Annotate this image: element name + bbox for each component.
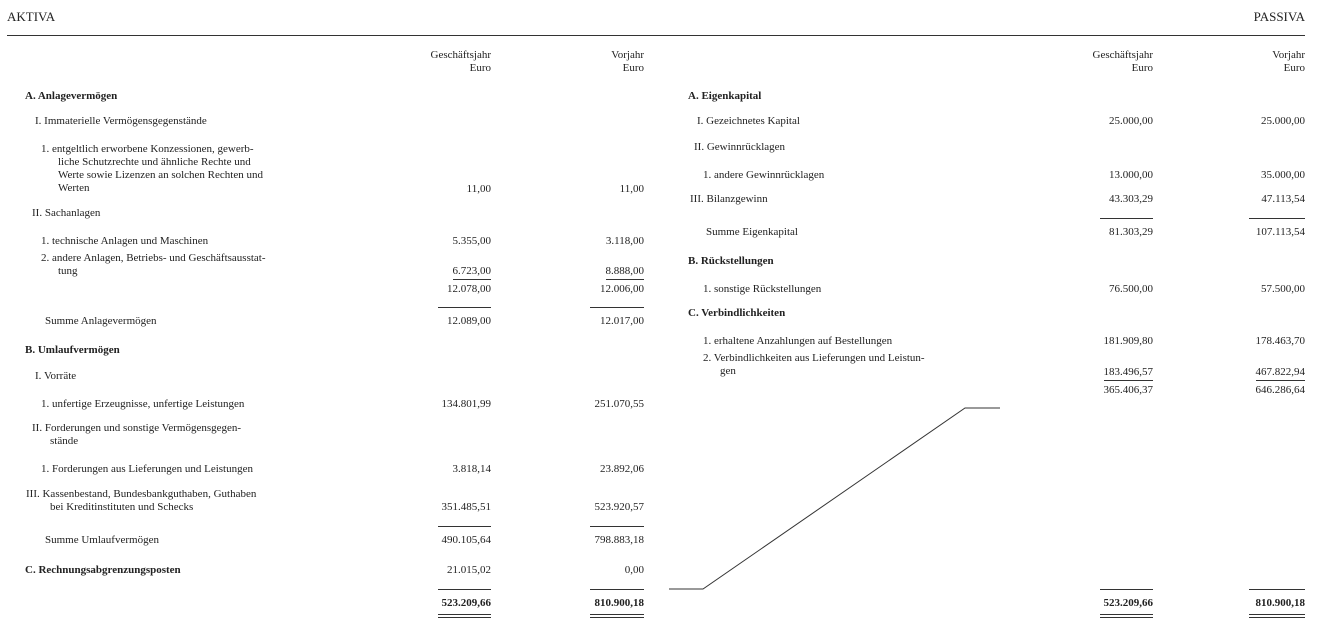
passiva-b-heading: B. Rückstellungen — [688, 255, 774, 267]
aktiva-b-ii-1-label: 1. Forderungen aus Lieferungen und Leistungen — [41, 463, 253, 475]
aktiva-a-i-1-prior: 11,00 — [619, 183, 644, 195]
aktiva-prior-year-header: Vorjahr Euro — [611, 49, 644, 74]
passiva-c-1-current: 181.909,80 — [1103, 335, 1153, 347]
passiva-a-i-label: I. Gezeichnetes Kapital — [697, 115, 800, 127]
aktiva-b-iii-prior: 523.920,57 — [594, 501, 644, 513]
aktiva-a-ii-1-label: 1. technische Anlagen und Maschinen — [41, 235, 209, 247]
aktiva-b-sum-prior: 798.883,18 — [594, 534, 644, 546]
passiva-b-1-label: 1. sonstige Rückstellungen — [703, 283, 822, 295]
aktiva-a-ii-subtotal-prior: 12.006,00 — [600, 283, 644, 295]
passiva-a-ii-1-label: 1. andere Gewinnrücklagen — [703, 169, 825, 181]
passiva-total-rule-current — [1100, 589, 1153, 590]
passiva-total-double-rule-current — [1100, 614, 1153, 618]
passiva-a-sum-prior: 107.113,54 — [1255, 226, 1305, 238]
passiva-c-heading: C. Verbindlichkeiten — [688, 307, 786, 319]
aktiva-c-current: 21.015,02 — [447, 564, 491, 576]
aktiva-a-ii-subtotal-current: 12.078,00 — [447, 283, 491, 295]
aktiva-a-sum-current: 12.089,00 — [447, 315, 491, 327]
passiva-a-ii-1-prior: 35.000,00 — [1261, 169, 1305, 181]
passiva-a-sum-label: Summe Eigenkapital — [706, 226, 798, 238]
passiva-c-2-label: 2. Verbindlichkeiten aus Lieferungen und Leistun- gen — [703, 352, 925, 377]
aktiva-b-iii-current: 351.485,51 — [441, 501, 491, 513]
passiva-c-1-prior: 178.463,70 — [1255, 335, 1305, 347]
passiva-heading: PASSIVA — [1253, 9, 1305, 24]
passiva-prior-year-header: Vorjahr Euro — [1272, 49, 1305, 74]
aktiva-a-ii-2-current: 6.723,00 — [453, 265, 492, 280]
passiva-total-double-rule-prior — [1249, 614, 1305, 618]
passiva-c-2-prior: 467.822,94 — [1256, 366, 1306, 381]
passiva-c-subtotal-prior: 646.286,64 — [1255, 384, 1305, 396]
passiva-a-sum-current: 81.303,29 — [1109, 226, 1153, 238]
aktiva-total-current: 523.209,66 — [441, 597, 491, 609]
aktiva-b-sum-current: 490.105,64 — [441, 534, 491, 546]
aktiva-a-ii-1-current: 5.355,00 — [452, 235, 491, 247]
aktiva-b-ii-1-current: 3.818,14 — [452, 463, 491, 475]
aktiva-b-i-1-label: 1. unfertige Erzeugnisse, unfertige Leistungen — [41, 398, 245, 410]
passiva-a-i-current: 25.000,00 — [1109, 115, 1153, 127]
aktiva-current-year-header: Geschäftsjahr Euro — [430, 49, 491, 74]
passiva-total-current: 523.209,66 — [1103, 597, 1153, 609]
passiva-current-year-header: Geschäftsjahr Euro — [1092, 49, 1153, 74]
aktiva-a-heading: A. Anlagevermögen — [25, 90, 118, 102]
aktiva-a-ii-1-prior: 3.118,00 — [605, 235, 644, 247]
passiva-c-1-label: 1. erhaltene Anzahlungen auf Bestellungen — [703, 335, 893, 347]
aktiva-a-i-1-current: 11,00 — [466, 183, 491, 195]
passiva-total-prior: 810.900,18 — [1255, 597, 1305, 609]
passiva-b-1-current: 76.500,00 — [1109, 283, 1153, 295]
passiva-c-subtotal-current: 365.406,37 — [1103, 384, 1153, 396]
aktiva-a-sum-label: Summe Anlagevermögen — [45, 315, 157, 327]
aktiva-b-sum-label: Summe Umlaufvermögen — [45, 534, 159, 546]
passiva-a-i-prior: 25.000,00 — [1261, 115, 1305, 127]
aktiva-b-iii-label: III. Kassenbestand, Bundesbankguthaben, Guthaben bei Kreditinstituten und Schecks — [26, 488, 257, 513]
passiva-a-ii-heading: II. Gewinnrücklagen — [694, 141, 786, 153]
aktiva-b-i-heading: I. Vorräte — [35, 370, 77, 382]
aktiva-b-i-1-prior: 251.070,55 — [594, 398, 644, 410]
passiva-a-heading: A. Eigenkapital — [688, 90, 762, 102]
aktiva-a-i-1-label: 1. entgeltlich erworbene Konzessionen, gewerb- liche Schutzrechte und ähnliche Rechte und Werte sowie Lizenzen an solchen Rechten und Werten — [41, 143, 263, 194]
aktiva-heading: AKTIVA — [7, 9, 56, 24]
passiva-b-1-prior: 57.500,00 — [1261, 283, 1305, 295]
aktiva-total-prior: 810.900,18 — [594, 597, 644, 609]
passiva-total-rule-prior — [1249, 589, 1305, 590]
aktiva-b-heading: B. Umlaufvermögen — [25, 344, 120, 356]
aktiva-b-ii-heading: II. Forderungen und sonstige Vermögensgegen- stände — [32, 422, 242, 447]
aktiva-a-i-heading: I. Immaterielle Vermögensgegenstände — [35, 115, 207, 127]
passiva-a-iii-prior: 47.113,54 — [1261, 193, 1305, 205]
passiva-a-ii-1-current: 13.000,00 — [1109, 169, 1153, 181]
passiva-a-iii-label: III. Bilanzgewinn — [690, 193, 768, 205]
aktiva-b-i-1-current: 134.801,99 — [441, 398, 491, 410]
aktiva-a-ii-heading: II. Sachanlagen — [32, 207, 101, 219]
aktiva-a-ii-2-prior: 8.888,00 — [606, 265, 645, 280]
aktiva-a-sum-prior: 12.017,00 — [600, 315, 644, 327]
aktiva-a-ii-2-label: 2. andere Anlagen, Betriebs- und Geschäftsausstat- tung — [41, 252, 266, 277]
passiva-c-2-current: 183.496,57 — [1104, 366, 1154, 381]
passiva-a-iii-current: 43.303,29 — [1109, 193, 1153, 205]
aktiva-b-ii-1-prior: 23.892,06 — [600, 463, 644, 475]
aktiva-c-label: C. Rechnungsabgrenzungsposten — [25, 564, 181, 576]
aktiva-c-prior: 0,00 — [624, 564, 644, 576]
